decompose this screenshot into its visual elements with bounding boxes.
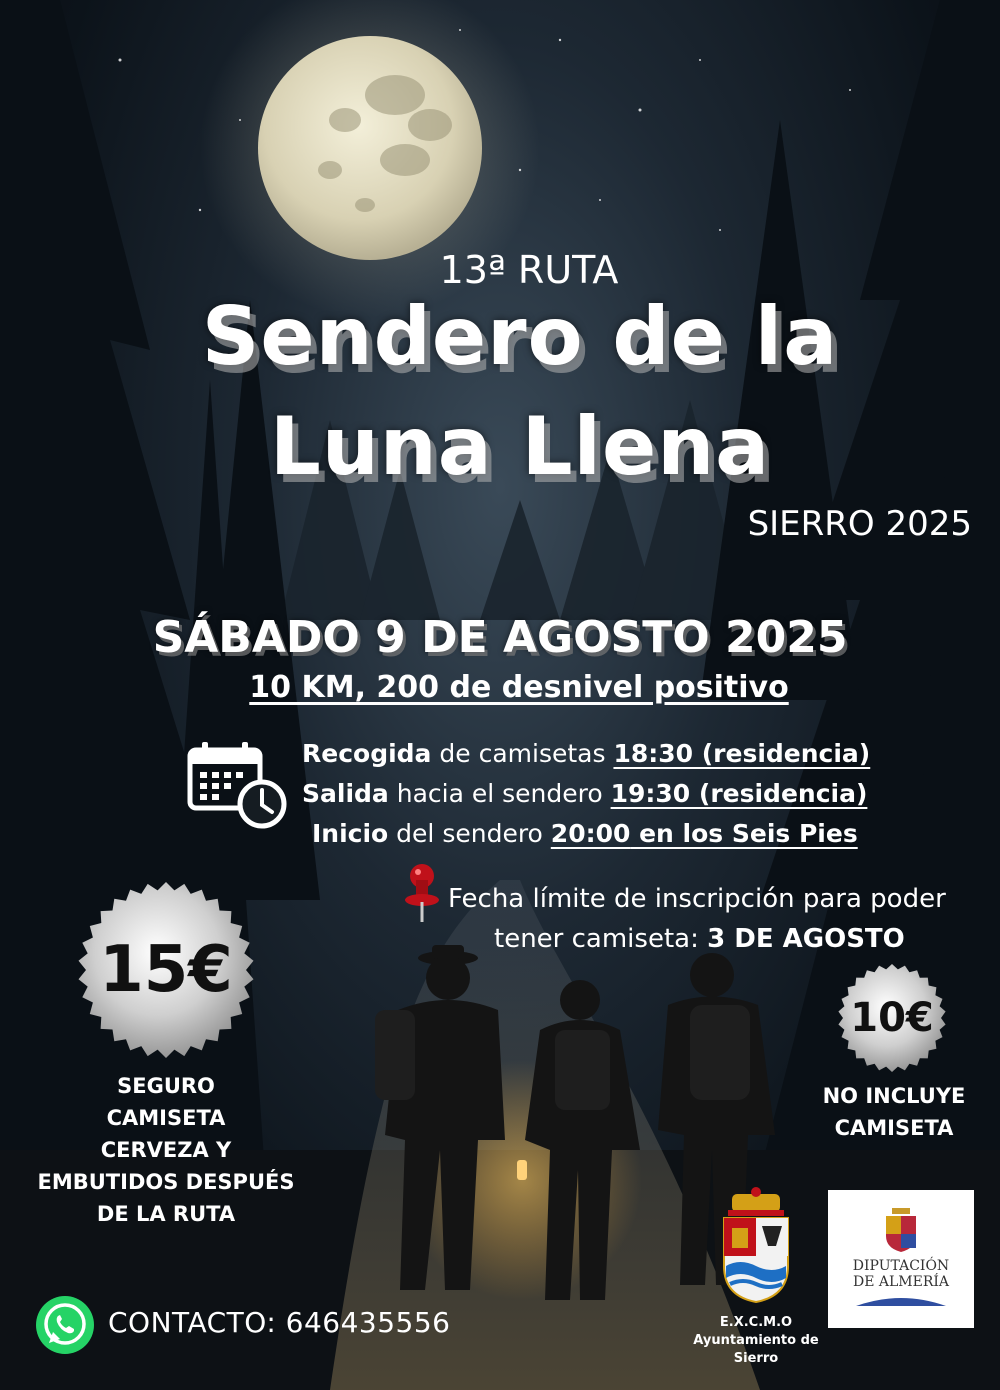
calendar-clock-icon <box>186 740 290 832</box>
diputacion-shield-icon <box>884 1208 918 1252</box>
price-full-includes: SEGURO CAMISETA CERVEZA Y EMBUTIDOS DESPUÉS DE LA RUTA <box>37 1074 295 1226</box>
deadline-line-2: tener camiseta: 3 DE AGOSTO <box>494 924 905 954</box>
diputacion-swoosh-icon <box>856 1294 946 1306</box>
schedule-row: Recogida de camisetas 18:30 (residencia) <box>302 739 871 768</box>
diputacion-logo <box>828 1190 974 1328</box>
title-line-2: Luna Llena <box>269 400 771 493</box>
whatsapp-icon[interactable] <box>34 1294 96 1356</box>
price-full-value: 15€ <box>99 933 233 1007</box>
schedule-list <box>302 734 870 854</box>
schedule-row: Salida hacia el sendero 19:30 (residencia) <box>302 779 868 808</box>
event-date: SÁBADO 9 DE AGOSTO 2025 <box>152 612 848 663</box>
price-badge-reduced <box>838 964 946 1072</box>
edition-label: 13ª RUTA <box>439 248 619 292</box>
route-details: 10 KM, 200 de desnivel positivo <box>249 670 789 705</box>
diputacion-caption: DIPUTACIÓN DE ALMERÍA <box>852 1258 950 1290</box>
subtitle: SIERRO 2025 <box>747 504 972 544</box>
title-line-1: Sendero de la <box>201 290 839 383</box>
deadline-line-1: Fecha límite de inscripción para poder <box>448 884 946 914</box>
ayuntamiento-caption: E.X.C.M.O Ayuntamiento de Sierro <box>693 1315 819 1366</box>
coat-of-arms-logo <box>718 1186 794 1306</box>
schedule-row: Inicio del sendero 20:00 en los Seis Pies <box>312 819 858 848</box>
price-reduced-includes: NO INCLUYE CAMISETA <box>822 1084 966 1140</box>
moon <box>258 36 482 260</box>
price-reduced-value: 10€ <box>850 995 934 1041</box>
pushpin-icon <box>402 862 444 924</box>
price-badge-full <box>78 882 254 1058</box>
contact-label: CONTACTO: 646435556 <box>108 1306 451 1339</box>
